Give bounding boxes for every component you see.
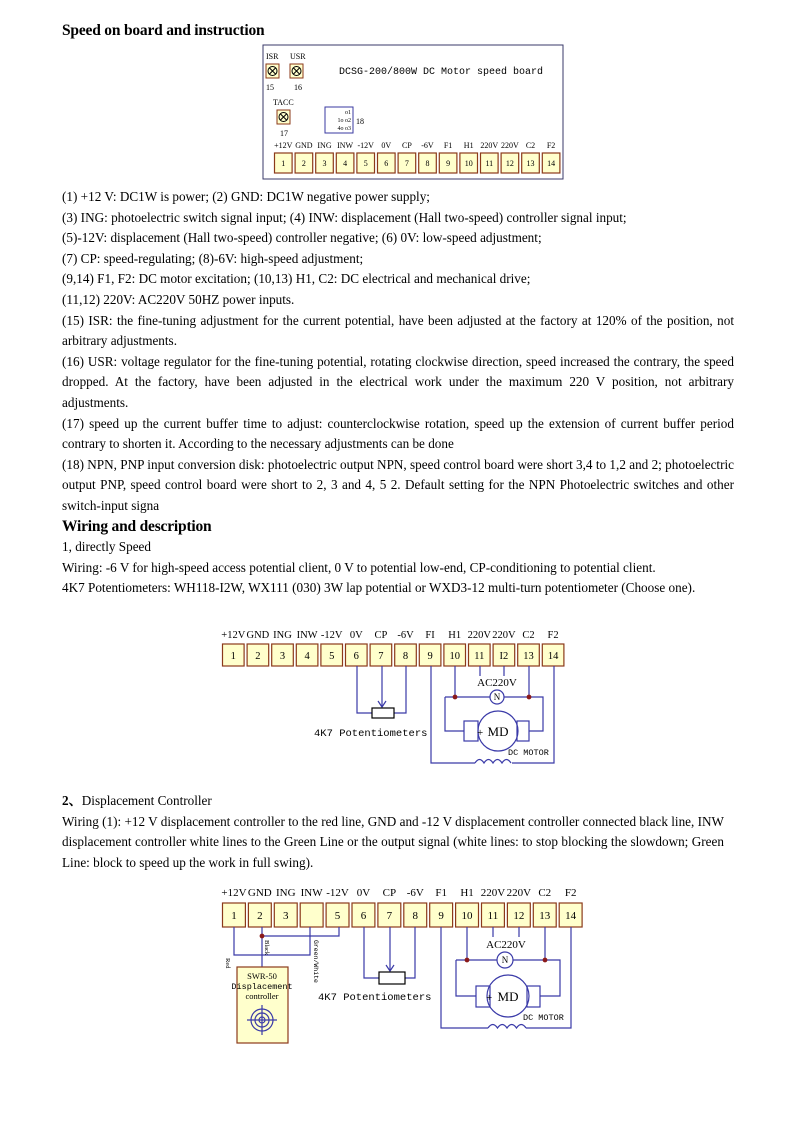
terminal-number: 14	[547, 650, 559, 662]
terminal-3	[316, 141, 334, 173]
terminal-6	[352, 887, 375, 927]
black-wire-label: Black	[263, 940, 270, 956]
terminal-13	[522, 141, 540, 173]
terminal-number: 12	[513, 910, 525, 923]
terminal-number: 13	[523, 650, 534, 662]
terminal-number: 2	[257, 910, 263, 923]
terminal-6	[346, 630, 368, 666]
terminal-label: F1	[435, 887, 447, 899]
terminal-1	[221, 887, 246, 927]
instruction-paragraph: (16) USR: voltage regulator for the fine-tuning potential, rotating clockwise direction, speed increased the contrary, the speed dropped. At the factory, have been adjusted in the electrical work under the maximum 220 V position, not arbitrary adjustments.	[62, 353, 734, 410]
plus-sign: +	[477, 727, 484, 739]
terminal-13	[533, 887, 556, 927]
terminal-10	[444, 630, 466, 666]
terminal-number: 7	[386, 910, 393, 923]
controller-model: SWR-50	[247, 971, 277, 981]
green-white-wire-label: Green/White	[312, 940, 319, 983]
terminal-label: +12V	[221, 887, 247, 899]
terminal-12	[492, 630, 516, 666]
terminal-label: +12V	[221, 630, 246, 641]
instruction-line: (7) CP: speed-regulating; (8)-6V: high-speed adjustment;	[62, 250, 364, 266]
terminal-label: -12V	[357, 141, 374, 150]
pot-label: 4K7 Potentiometers	[314, 728, 428, 740]
terminal-number: 9	[446, 158, 451, 168]
terminal-5	[326, 887, 349, 927]
terminal-8	[404, 887, 427, 927]
ac-wires	[480, 666, 504, 676]
terminal-13	[518, 630, 540, 666]
terminal-7	[378, 887, 401, 927]
pot-label: TACC	[273, 98, 294, 107]
terminal-number: 13	[539, 910, 551, 923]
field-coil-icon	[488, 1025, 526, 1029]
terminal-strip	[221, 630, 564, 666]
terminal-label: 0V	[349, 630, 363, 641]
section-title	[62, 791, 724, 812]
terminal-number: 10	[449, 650, 460, 662]
terminal-number: 8	[402, 650, 409, 662]
terminal-4	[296, 630, 318, 666]
pot-label: USR	[290, 52, 306, 61]
terminal-label: 220V	[480, 141, 499, 150]
terminal-7	[370, 630, 392, 666]
motor-label: MD	[497, 989, 519, 1004]
terminal-9	[439, 141, 457, 173]
terminal-3	[272, 630, 294, 666]
terminal-4	[300, 887, 323, 927]
terminal-label: 220V	[480, 887, 506, 899]
section-name: Displacement Controller	[81, 793, 212, 808]
terminal-label: GND	[246, 630, 270, 641]
terminal-12	[501, 141, 519, 173]
terminal-label: ING	[273, 630, 292, 641]
terminal-label: INW	[337, 141, 354, 150]
terminal-number: 1	[281, 158, 286, 168]
potentiometer-symbol	[372, 708, 394, 718]
terminal-label: 220V	[506, 887, 532, 899]
terminal-number: 2	[255, 650, 261, 662]
terminal-number: 11	[485, 158, 494, 168]
wiring-line: Wiring: -6 V for high-speed access potential client, 0 V to potential low-end, CP-conditioning to potential client.	[62, 559, 656, 575]
terminal-number: 14	[565, 910, 577, 923]
terminal-label: +12V	[274, 141, 293, 150]
jumper-pin: 1o o2	[337, 118, 351, 124]
terminal-number: 9	[427, 650, 433, 662]
jumper-pin: o1	[345, 110, 351, 116]
terminal-number: 2	[301, 158, 306, 168]
terminal-11	[481, 887, 506, 927]
instruction-line: (11,12) 220V: AC220V 50HZ power inputs.	[62, 291, 295, 307]
terminal-14	[559, 887, 582, 927]
terminal-7	[398, 141, 416, 173]
terminal-label: 0V	[356, 887, 371, 899]
section-number: 2、	[62, 793, 82, 808]
terminal-1	[274, 141, 293, 173]
terminal-label: C2	[522, 630, 535, 641]
terminal-3	[274, 887, 297, 927]
terminal-number: 1	[230, 650, 236, 662]
terminal-number: 7	[404, 158, 409, 168]
instruction-paragraph: (18) NPN, PNP input conversion disk: photoelectric output NPN, speed control board were short 3,4 to 1,2 and 2; photoelectric output PNP, speed control board were short to 2, 3 and 4, 5 2. Default setting for the NPN Photoelectric switches and other switch-input signa	[62, 456, 734, 513]
terminal-number: 8	[425, 158, 430, 168]
board-name: DCSG-200/800W DC Motor speed board	[339, 67, 544, 78]
terminal-number: 14	[547, 158, 556, 168]
pot-isr[interactable]	[266, 52, 279, 92]
terminal-2	[247, 630, 270, 666]
terminal-6	[378, 141, 396, 173]
pot-number: 16	[294, 83, 302, 92]
terminal-label: -6V	[421, 141, 434, 150]
terminal-label: CP	[374, 630, 388, 641]
terminal-number: 11	[487, 910, 499, 923]
potentiometer-symbol	[379, 972, 405, 984]
terminal-strip	[221, 887, 582, 927]
displacement-controller-wiring-diagram	[0, 876, 793, 1050]
terminal-label: 0V	[381, 141, 392, 150]
terminal-12	[507, 887, 532, 927]
n-label: N	[501, 955, 509, 965]
red-wire	[234, 927, 310, 955]
terminal-number: 3	[279, 650, 286, 662]
terminal-label: F2	[564, 887, 577, 899]
terminal-8	[419, 141, 437, 173]
terminal-number: 7	[378, 650, 384, 662]
terminal-number: 6	[384, 158, 389, 168]
terminal-number: 11	[474, 650, 485, 662]
pot-label: 4K7 Potentiometers	[318, 992, 432, 1004]
terminal-label: FI	[425, 630, 435, 641]
speed-board-diagram	[0, 0, 793, 186]
dc-motor-label: DC MOTOR	[523, 1013, 564, 1023]
terminal-number: 3	[283, 910, 289, 923]
section2-text	[62, 791, 724, 873]
terminal-label: -12V	[326, 887, 349, 899]
instruction-line: (5)-12V: displacement (Hall two-speed) controller negative; (6) 0V: low-speed adjustment;	[62, 230, 542, 246]
black-wire	[262, 927, 339, 967]
terminal-11	[468, 630, 492, 666]
terminal-9	[419, 630, 441, 666]
ac220v-label: AC220V	[477, 677, 517, 689]
terminal-number: 13	[526, 158, 535, 168]
wiring-line: 4K7 Potentiometers: WH118-I2W, WX111 (030) 3W lap potential or WXD3-12 multi-turn potentiometer (Choose one).	[62, 580, 696, 596]
terminal-label: 220V	[501, 141, 519, 150]
pot-number: 15	[266, 83, 274, 92]
terminal-label: INW	[300, 887, 323, 899]
direct-speed-wiring-diagram	[0, 620, 793, 780]
controller-label: controller	[245, 991, 279, 1001]
terminal-label: GND	[295, 141, 313, 150]
pot-number: 17	[280, 129, 288, 138]
wiring-heading: Wiring and description	[62, 517, 212, 535]
motor-label: MD	[487, 724, 509, 739]
terminal-number: 6	[353, 650, 359, 662]
terminal-strip	[274, 141, 560, 173]
terminal-label: -12V	[320, 630, 343, 641]
terminal-number: 12	[505, 158, 514, 168]
instruction-line: (9,14) F1, F2: DC motor excitation; (10,13) H1, C2: DC electrical and mechanical drive;	[62, 271, 531, 287]
terminal-number: 5	[363, 158, 368, 168]
terminal-label: F2	[547, 630, 559, 641]
terminal-8	[395, 630, 417, 666]
terminal-label: H1	[463, 141, 474, 150]
wiring-paragraph: Wiring (1): +12 V displacement controller to the red line, GND and -12 V displacement controller connected black line, INW displacement controller white lines to the Green Line or the output signal (white lines: to stop blocking the slowdown; Green Line: block to speed up the work in full swing).	[62, 813, 724, 870]
terminal-9	[430, 887, 453, 927]
terminal-label: H1	[448, 630, 462, 641]
instructions-block	[62, 187, 734, 599]
pot-usr[interactable]	[290, 52, 306, 92]
plus-sign: +	[486, 992, 493, 1004]
terminal-14	[542, 141, 560, 173]
terminal-label: ING	[317, 141, 332, 150]
terminal-number: 5	[334, 910, 341, 923]
terminal-number: I2	[499, 650, 509, 662]
terminal-label: INW	[296, 630, 318, 641]
terminal-5	[321, 630, 343, 666]
terminal-label: F1	[443, 141, 453, 150]
terminal-number: 6	[360, 910, 367, 923]
terminal-14	[542, 630, 564, 666]
terminal-number: 3	[322, 158, 327, 168]
ac220v-label: AC220V	[486, 939, 526, 951]
terminal-2	[248, 887, 272, 927]
terminal-1	[221, 630, 245, 666]
terminal-4	[336, 141, 354, 173]
terminal-label: ING	[275, 887, 296, 899]
terminal-label: C2	[538, 887, 552, 899]
terminal-2	[295, 141, 313, 173]
instruction-paragraph: (15) ISR: the fine-tuning adjustment for the current potential, have been adjusted at the factory at 120% of the position, not arbitrary adjustments.	[62, 312, 734, 349]
jumper-number: 18	[356, 117, 364, 126]
terminal-10	[460, 141, 478, 173]
terminal-label: CP	[382, 887, 397, 899]
terminal-label: -6V	[397, 630, 414, 641]
jumper-18[interactable]	[325, 107, 364, 133]
terminal-label: 220V	[467, 630, 491, 641]
ac-wires	[493, 927, 519, 937]
terminal-10	[456, 887, 479, 927]
terminal-label: CP	[402, 141, 412, 150]
jumper-pin: 4o o3	[337, 126, 351, 132]
terminal-label: -6V	[406, 887, 424, 899]
controller-label: Displacement	[231, 982, 293, 992]
terminal-label: C2	[525, 141, 536, 150]
n-label: N	[493, 692, 501, 702]
terminal-number: 5	[329, 650, 335, 662]
terminal-number: 8	[412, 910, 418, 923]
terminal-number: 9	[438, 910, 444, 923]
dc-motor-label: DC MOTOR	[508, 748, 549, 758]
terminal-number: 4	[343, 158, 348, 168]
page-title: Speed on board and instruction	[62, 22, 265, 39]
terminal-label: H1	[460, 887, 474, 899]
terminal-number: 1	[231, 910, 237, 923]
instruction-line: (1) +12 V: DC1W is power; (2) GND: DC1W negative power supply;	[62, 189, 430, 204]
terminal-label: F2	[546, 141, 556, 150]
section-title: 1, directly Speed	[62, 539, 151, 555]
terminal-number: 10	[461, 910, 473, 923]
terminal-number: 10	[464, 158, 473, 168]
field-coil-icon	[475, 760, 511, 764]
terminal-label: GND	[247, 887, 272, 899]
terminal-11	[480, 141, 498, 173]
pot-label: ISR	[266, 52, 279, 61]
red-wire-label: Red	[224, 958, 231, 969]
pot-tacc[interactable]	[273, 98, 294, 138]
terminal-5	[357, 141, 375, 173]
terminal-label: 220V	[492, 630, 516, 641]
terminal-number: 4	[304, 650, 310, 662]
instruction-paragraph: (17) speed up the current buffer time to adjust: counterclockwise rotation, speed up the extension of current buffer period contrary to shorten it. According to the necessary adjustments can be done	[62, 415, 734, 452]
instruction-line: (3) ING: photoelectric switch signal input; (4) INW: displacement (Hall two-speed) controller signal input;	[62, 209, 627, 225]
terminal-box	[300, 903, 323, 927]
